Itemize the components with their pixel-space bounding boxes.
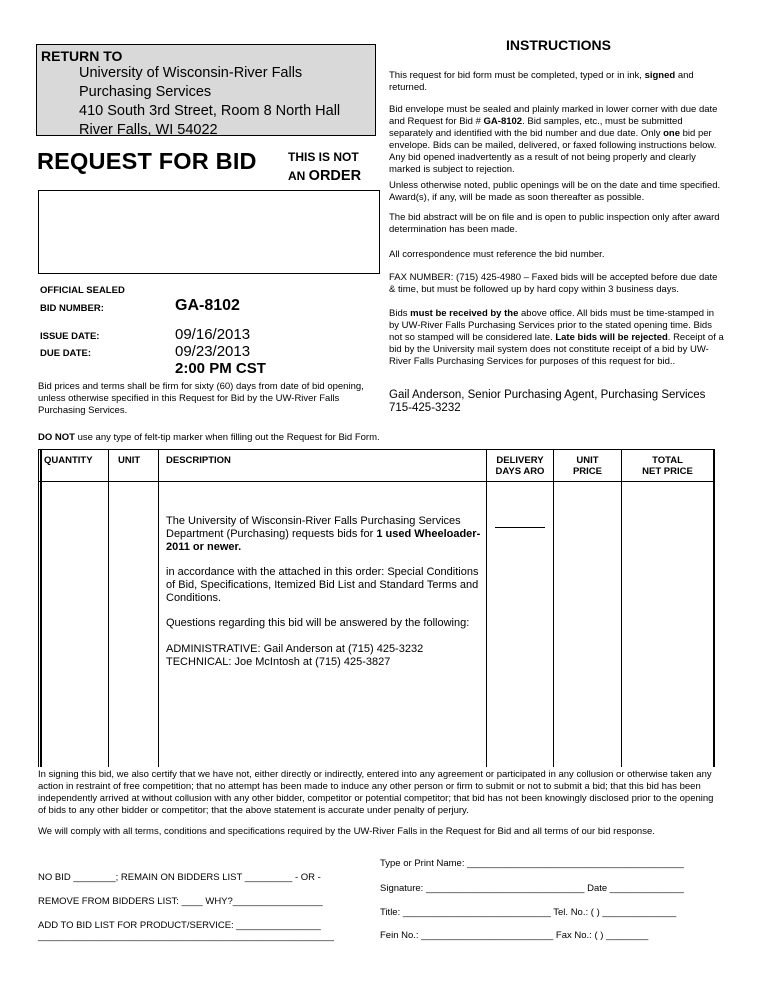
text-run: above office. All bids must be time-stamped in by UW-River Falls Purchasing Services prior to the stated opening time. Bids not so stamped will be considered late. bbox=[389, 308, 715, 343]
description-attachments: in accordance with the attached in this order: Special Conditions of Bid, Specifications, Itemized Bid List and Standard Terms and Conditions. bbox=[166, 566, 479, 604]
table-col-line bbox=[158, 449, 159, 767]
text-run: GA-8102 bbox=[483, 116, 523, 127]
text-run: signed bbox=[644, 70, 676, 81]
text-run: one bbox=[663, 128, 680, 139]
instructions-p7 bbox=[389, 308, 725, 368]
instructions-p1 bbox=[389, 70, 725, 94]
col-description: DESCRIPTION bbox=[166, 455, 231, 466]
address-box[interactable] bbox=[38, 190, 380, 274]
text-run: 1 used Wheeloader- 2011 or newer. bbox=[166, 528, 481, 553]
title-tel-field[interactable]: Title: ____________________________ Tel. No.: ( ) ______________ bbox=[380, 907, 677, 918]
instructions-p6: FAX NUMBER: (715) 425-4980 – Faxed bids will be accepted before due date & time, but must be followed up by hard copy within 3 business days. bbox=[389, 272, 718, 295]
text-run: . Receipt of a bid by the University mail system does not constitute receipt of a bid by UW-River Falls Purchasing Services for purposes of this request for bid.. bbox=[389, 332, 724, 367]
col-unit-price-line1: UNIT bbox=[576, 455, 599, 466]
col-unit: UNIT bbox=[118, 455, 141, 466]
instructions-p2 bbox=[389, 104, 725, 176]
col-delivery-line1: DELIVERY bbox=[496, 455, 544, 466]
instructions-heading: INSTRUCTIONS bbox=[506, 37, 611, 53]
col-unit-price bbox=[554, 455, 621, 477]
due-date-label: DUE DATE: bbox=[40, 348, 92, 359]
issue-date-label: ISSUE DATE: bbox=[40, 331, 100, 342]
table-col-line bbox=[486, 449, 487, 767]
col-total-net-price bbox=[622, 455, 713, 477]
return-to-box bbox=[36, 44, 376, 136]
page-title: REQUEST FOR BID bbox=[37, 148, 257, 174]
col-unit-price-line2: PRICE bbox=[572, 466, 603, 477]
text-run: must be received by the bbox=[410, 308, 519, 319]
add-to-list-line[interactable]: ________________________________________________________ bbox=[38, 931, 334, 942]
due-date-value: 09/23/2013 bbox=[175, 343, 251, 360]
add-to-list-field[interactable]: ADD TO BID LIST FOR PRODUCT/SERVICE: ________________ bbox=[38, 920, 321, 931]
table-col-line bbox=[621, 449, 622, 767]
table-col-line bbox=[553, 449, 554, 767]
text-run: Bids bbox=[389, 308, 411, 319]
not-order-notice bbox=[288, 148, 361, 186]
instructions-p4: The bid abstract will be on file and is open to public inspection only after award determination has been made. bbox=[389, 212, 720, 235]
not-order-word: ORDER bbox=[308, 168, 362, 184]
col-quantity: QUANTITY bbox=[44, 455, 93, 466]
description-questions: Questions regarding this bid will be answered by the following: bbox=[166, 617, 470, 629]
bid-number-value: GA-8102 bbox=[175, 297, 240, 314]
contact-name: Gail Anderson, Senior Purchasing Agent, Purchasing Services bbox=[389, 389, 706, 401]
col-delivery-line2: DAYS ARO bbox=[495, 466, 545, 477]
instructions-p5: All correspondence must reference the bid number. bbox=[389, 249, 605, 260]
certification-statement: In signing this bid, we also certify that we have not, either directly or indirectly, entered into any agreement or participated in any collusion or otherwise taken any action in restraint of free competition; that no attempt has been made to induce any other person or firm to submit or not to submit a bid; that this bid has been independently arrived at without collusion with any other bidder, competitor or potential competitor; that bid has not been knowingly disclosed prior to the opening of bids to any other bidder or competitor; that the above statement is accurate under penalty of perjury. bbox=[38, 769, 714, 816]
text-run: This request for bid form must be completed, typed or in ink, bbox=[389, 70, 645, 81]
text-run: bid per envelope. Bids can be mailed, delivered, or faxed following instructions below. Any bid opened inadvertently as a result of not being properly and clearly marked is subject to rejection. bbox=[389, 128, 717, 175]
description-admin-contact: ADMINISTRATIVE: Gail Anderson at (715) 425-3232 bbox=[166, 643, 424, 655]
table-col-line bbox=[713, 449, 715, 767]
bid-number-label: BID NUMBER: bbox=[40, 303, 104, 314]
text-run: Late bids will be rejected bbox=[555, 332, 668, 343]
contact-phone: 715-425-3232 bbox=[389, 402, 461, 414]
table-col-line bbox=[38, 449, 39, 767]
fein-fax-field[interactable]: Fein No.: _________________________ Fax No.: ( ) ________ bbox=[380, 930, 649, 941]
text-run: . Bid samples, etc., must be submitted separately and identified with the bid number and due date. Only bbox=[389, 116, 683, 139]
marker-note bbox=[38, 432, 380, 444]
no-bid-field[interactable]: NO BID ________; REMAIN ON BIDDERS LIST _________ - OR - bbox=[38, 872, 321, 883]
not-order-prefix: AN bbox=[288, 169, 309, 183]
col-total-line2: NET PRICE bbox=[642, 466, 693, 477]
table-col-line bbox=[108, 449, 109, 767]
delivery-days-blank[interactable] bbox=[495, 527, 545, 528]
return-to-label: RETURN TO bbox=[41, 48, 123, 64]
due-time-value: 2:00 PM CST bbox=[175, 360, 266, 377]
col-delivery bbox=[487, 455, 553, 477]
firm-prices-note: Bid prices and terms shall be firm for sixty (60) days from date of bid opening, unless otherwise specified in this Request for Bid by the UW-River Falls Purchasing Services. bbox=[38, 381, 364, 416]
contact-info bbox=[389, 389, 705, 415]
issue-date-value: 09/16/2013 bbox=[175, 326, 251, 343]
text-run: The University of Wisconsin-River Falls Purchasing Services Department (Purchasing) requests bids for bbox=[166, 515, 461, 540]
not-order-line1: THIS IS NOT bbox=[288, 150, 359, 164]
return-to-line: University of Wisconsin-River Falls bbox=[79, 65, 303, 81]
signature-field[interactable]: Signature: ______________________________ Date ______________ bbox=[380, 883, 684, 894]
text-run: Bid envelope must be sealed and plainly marked in lower corner with due date and Request for Bid # bbox=[389, 104, 718, 127]
return-to-line: Purchasing Services bbox=[79, 84, 212, 100]
description-intro bbox=[166, 515, 486, 554]
description-tech-contact: TECHNICAL: Joe McIntosh at (715) 425-3827 bbox=[166, 656, 391, 668]
text-run: use any type of felt-tip marker when filling out the Request for Bid Form. bbox=[74, 432, 380, 443]
print-name-field[interactable]: Type or Print Name: _________________________________________ bbox=[380, 858, 684, 869]
return-to-line: River Falls, WI 54022 bbox=[79, 122, 218, 138]
col-total-line1: TOTAL bbox=[652, 455, 683, 466]
compliance-statement: We will comply with all terms, conditions and specifications required by the UW-River Falls in the Request for Bid and all terms of our bid response. bbox=[38, 826, 655, 837]
official-sealed-label: OFFICIAL SEALED bbox=[40, 285, 125, 296]
text-run: DO NOT bbox=[38, 432, 75, 443]
text-run: and returned. bbox=[389, 70, 694, 93]
table-col-line bbox=[40, 449, 42, 767]
table-header-divider bbox=[38, 481, 715, 482]
instructions-p3: Unless otherwise noted, public openings will be on the date and time specified. Award(s), if any, will be made as soon thereafter as possible. bbox=[389, 180, 721, 203]
remove-from-list-field[interactable]: REMOVE FROM BIDDERS LIST: ____ WHY?_________________ bbox=[38, 896, 323, 907]
table-border-top bbox=[38, 449, 715, 450]
return-to-line: 410 South 3rd Street, Room 8 North Hall bbox=[79, 103, 341, 119]
